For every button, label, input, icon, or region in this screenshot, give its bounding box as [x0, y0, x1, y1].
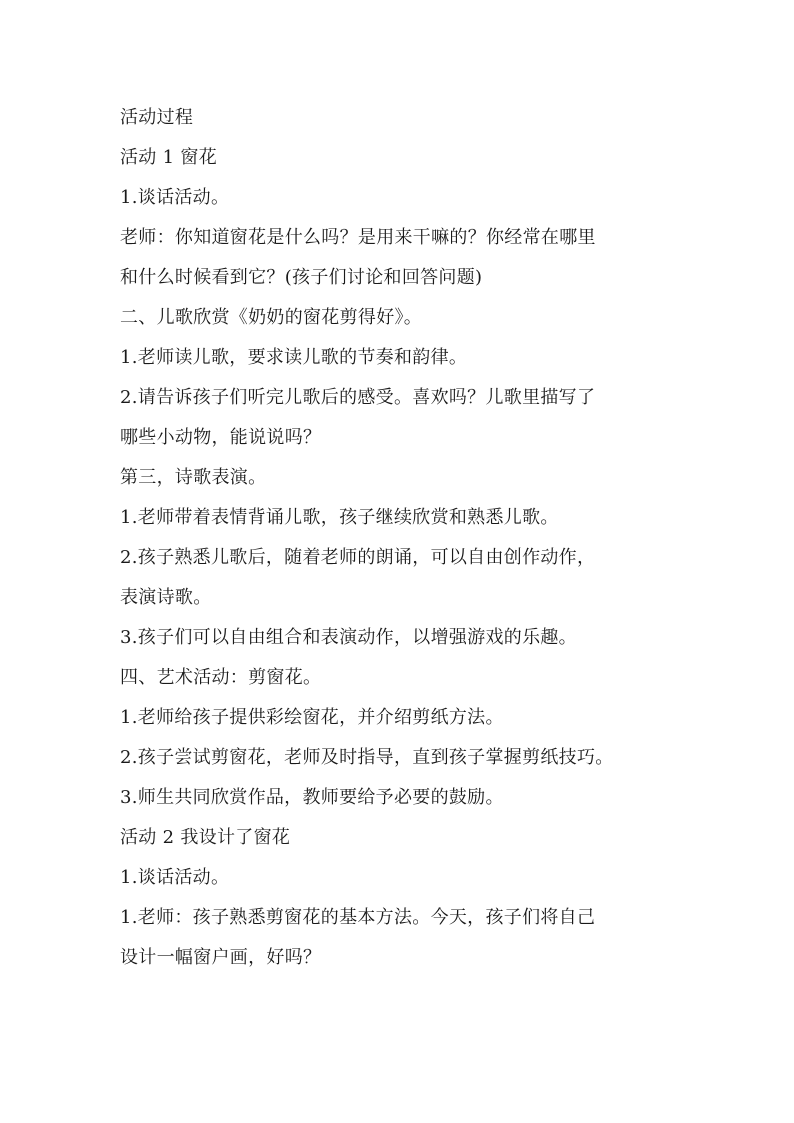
text-line: 1.老师带着表情背诵儿歌，孩子继续欣赏和熟悉儿歌。 [120, 507, 559, 528]
text-line: 和什么时候看到它？(孩子们讨论和回答问题) [120, 267, 483, 288]
activity-heading: 活动 2 我设计了窗花 [120, 827, 291, 848]
document-body [120, 98, 690, 978]
text-line: 哪些小动物，能说说吗？ [120, 427, 322, 448]
text-line: 1.老师读儿歌，要求读儿歌的节奏和韵律。 [120, 347, 468, 368]
section-heading: 二、儿歌欣赏《奶奶的窗花剪得好》。 [120, 307, 423, 328]
text-line: 设计一幅窗户画，好吗？ [120, 947, 322, 968]
text-line: 2.孩子尝试剪窗花，老师及时指导，直到孩子掌握剪纸技巧。 [120, 747, 614, 768]
activity-heading: 活动 1 窗花 [120, 147, 217, 168]
text-line: 老师：你知道窗花是什么吗？是用来干嘛的？你经常在哪里 [120, 227, 596, 248]
text-line: 1.谈话活动。 [120, 187, 230, 208]
text-line: 3.孩子们可以自由组合和表演动作，以增强游戏的乐趣。 [120, 627, 577, 648]
text-line: 1.老师：孩子熟悉剪窗花的基本方法。今天，孩子们将自己 [120, 907, 596, 928]
text-line: 1.老师给孩子提供彩绘窗花，并介绍剪纸方法。 [120, 707, 504, 728]
text-line: 2.孩子熟悉儿歌后，随着老师的朗诵，可以自由创作动作， [120, 547, 596, 568]
section-heading: 活动过程 [120, 107, 194, 128]
text-line: 2.请告诉孩子们听完儿歌后的感受。喜欢吗？儿歌里描写了 [120, 387, 596, 408]
section-heading: 四、艺术活动：剪窗花。 [120, 667, 322, 688]
text-line: 表演诗歌。 [120, 587, 212, 608]
text-line: 3.师生共同欣赏作品，教师要给予必要的鼓励。 [120, 787, 504, 808]
section-heading: 第三，诗歌表演。 [120, 467, 267, 488]
text-line: 1.谈话活动。 [120, 867, 230, 888]
